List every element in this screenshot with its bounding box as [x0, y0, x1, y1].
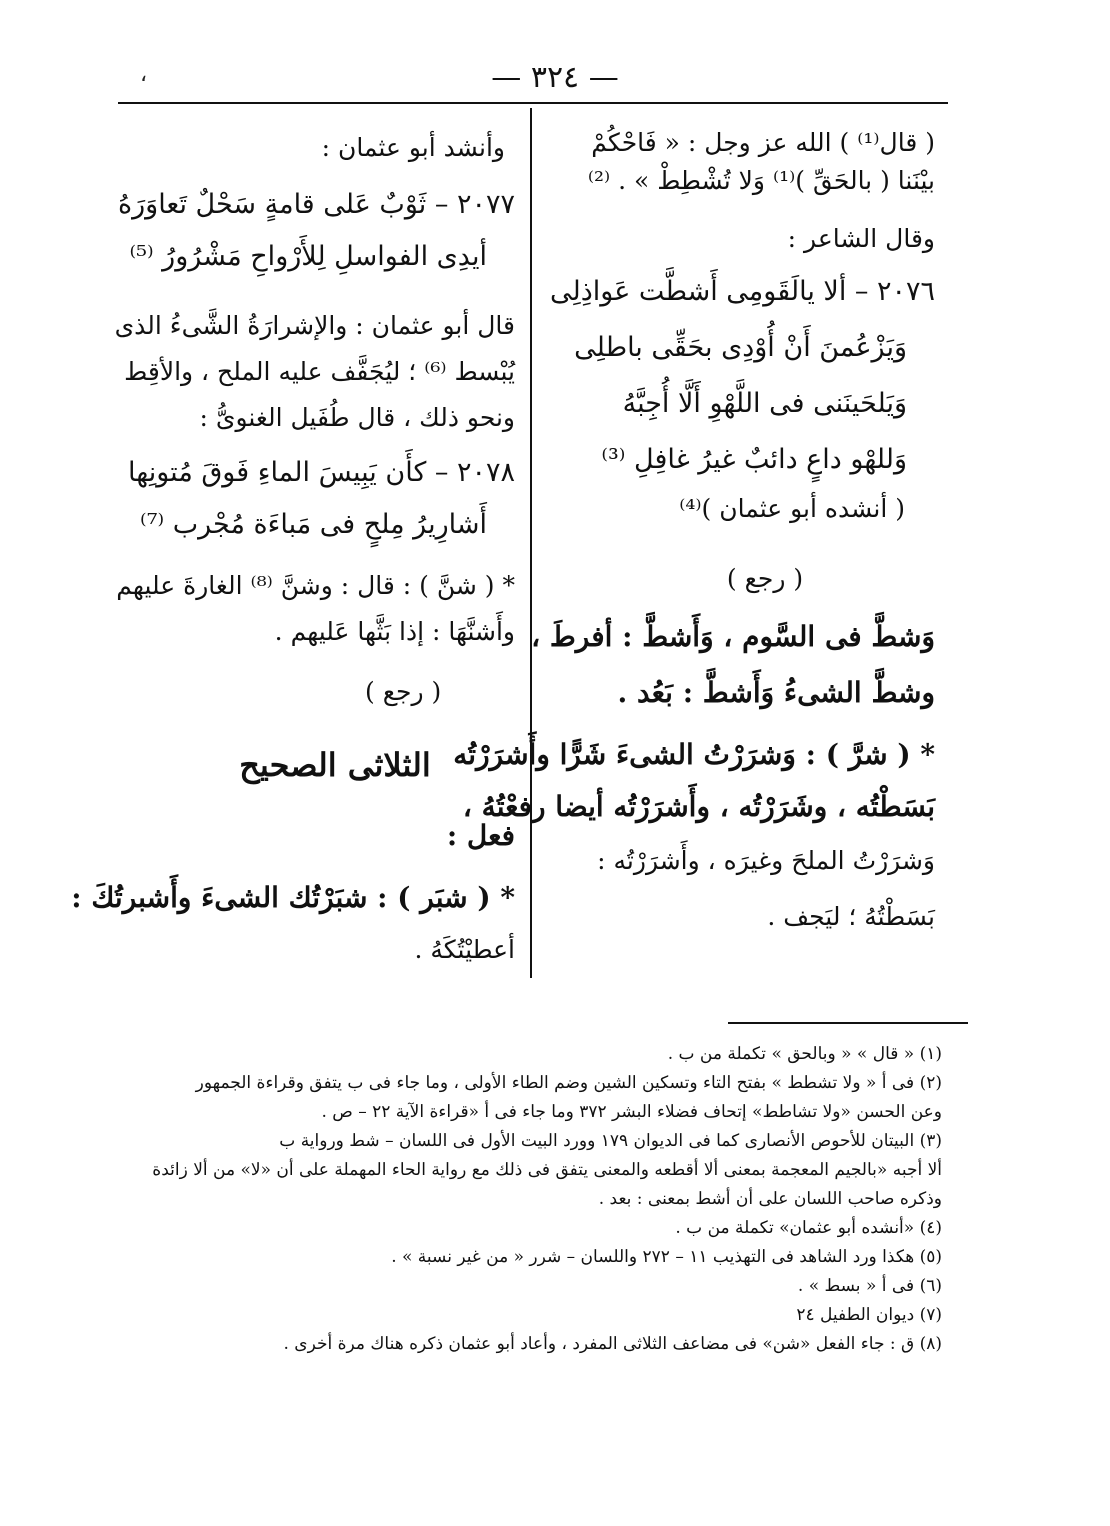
- verse-2077-line-1: ٢٠٧٧ – ثَوْبٌ عَلى قامةٍ سَحْلٌ تَعاوَرَهُ: [117, 189, 515, 220]
- section-title: الثلاثى الصحيح: [239, 746, 431, 784]
- verse-2076-line-3: وَيَلحَينَنى فى اللَّهْوِ أَلَّا أُجِبَّهُ: [622, 388, 907, 419]
- right-entry-sharr-2: بَسَطْتُه ، وشَرَرْتُه ، وأَشرَرْتُه أيضا رفعْتُهُ ،: [462, 790, 935, 823]
- right-attribution: ( أنشده أبو عثمان )⁽⁴⁾: [679, 494, 905, 523]
- left-raja-marker: ( رجع ): [365, 677, 442, 706]
- page-number: — ٣٢٤ —: [491, 60, 619, 95]
- verse-2076-line-1: ٢٠٧٦ – ألا يالَقَومِى أَشطَّت عَواذِلِى: [550, 276, 935, 307]
- footnote-1: (١) « قال » « وبالحق » تكملة من ب .: [667, 1044, 942, 1064]
- left-entry-shann-1: * ( شنَّ ) : قال : وشنَّ ⁽⁸⁾ الغارةَ عليهم: [116, 571, 515, 600]
- column-divider: [530, 108, 532, 978]
- corner-mark: ،: [140, 62, 148, 87]
- left-entry-shabar-1: * ( شبَر ) : شبَرْتُك الشىءَ وأَشبرتُكَ :: [71, 881, 515, 914]
- left-entry-shann-2: وأَشنَّهَا : إذا بَثَّها عَليهم .: [274, 617, 515, 646]
- verse-2076-line-2: وَيَزْعُمنَ أَنْ أُوْدِى بحَقِّى باطلِى: [574, 332, 907, 363]
- footnote-4: (٤) «أنشده أبو عثمان» تكملة من ب .: [675, 1218, 942, 1238]
- right-entry-sharr-4: بَسَطْتُهُ ؛ ليَجف .: [767, 902, 935, 931]
- right-bold-line-1: وَشطَّ فى السَّوم ، وَأَشطَّ : أفرطَ ،: [531, 620, 935, 653]
- footnote-2: (٢) فى أ « ولا تشطط » بفتح التاء وتسكين الشين وضم الطاء الأولى ، وما جاء فى ب يتفق وقراءة الجمهور: [195, 1073, 942, 1093]
- footnote-rule: [728, 1022, 968, 1024]
- footnotes: [112, 1040, 942, 1359]
- footnote-3-cont-2: وذكره صاحب اللسان على أن أشط بمعنى : بعد .: [598, 1189, 942, 1209]
- header-rule: [118, 102, 948, 104]
- footnote-8: (٨) ق : جاء الفعل «شن» فى مضاعف الثلاثى المفرد ، وأعاد أبو عثمان ذكره هناك مرة أخرى .: [283, 1334, 942, 1354]
- verse-2078-line-2: أَشارِيرُ مِلحٍ فى مَباءَة مُجْرب ⁽⁷⁾: [140, 509, 487, 540]
- right-bold-line-2: وشطَّ الشىءُ وَأَشطَّ : بَعُد .: [617, 676, 935, 709]
- footnote-6: (٦) فى أ « بسط » .: [797, 1276, 942, 1296]
- footnote-3: (٣) البيتان للأحوص الأنصارى كما فى الديوان ١٧٩ وورد البيت الأول فى اللسان – شط ورواية ب: [279, 1131, 942, 1151]
- footnote-5: (٥) هكذا ورد الشاهد فى التهذيب ١١ – ٢٧٢ واللسان – شرر « من غير نسبة » .: [391, 1247, 942, 1267]
- right-entry-sharr-3: وَشرَرْتُ الملحَ وغيرَه ، وأَشرَرْتُه :: [597, 846, 935, 875]
- left-line-1: وأنشد أبو عثمان :: [321, 133, 505, 162]
- left-prose-3: ونحو ذلك ، قال طُفَيل الغنوىُّ :: [199, 403, 515, 432]
- right-line-1: ( قال⁽¹⁾ ) الله عز وجل : « فَاحْكُمْ: [591, 128, 935, 157]
- left-prose-1: قال أبو عثمان : والإشرارَةُ الشَّىءُ الذى: [114, 311, 515, 340]
- left-column: [71, 130, 515, 978]
- footnote-2-cont: وعن الحسن «ولا تشاطط» إتحاف فضلاء البشر ٣٧٢ وما جاء فى أ «قراءة الآية ٢٢ – ص .: [321, 1102, 942, 1122]
- fa-ala-heading: فعل :: [446, 819, 515, 852]
- right-entry-sharr-1: * ( شرَّ ) : وَشرَرْتُ الشىءَ شَرًّا وأَشرَرْتُه: [453, 738, 935, 771]
- right-line-2: بيْنَنا ( بالحَقِّ )⁽¹⁾ وَلا تُشْطِطْ » . ⁽²⁾: [587, 166, 935, 195]
- left-entry-shabar-2: أعطيْتُكَهُ .: [414, 935, 515, 964]
- left-prose-2: يُبْسط ⁽⁶⁾ ؛ ليُجَفَّف عليه الملح ، والأقِط: [124, 357, 515, 386]
- verse-2076-line-4: وَللهْو داعٍ دائبٌ غيرُ غافِلِ ⁽³⁾: [601, 444, 907, 475]
- footnote-3-cont-1: ألا أجبه «بالجيم المعجمة بمعنى ألا أقطعه والمعنى يتفق فى ذلك مع رواية الحاء المهملة على أن «لا» من ألا زائدة: [152, 1160, 942, 1180]
- right-raja-marker: ( رجع ): [726, 564, 804, 593]
- verse-2078-line-1: ٢٠٧٨ – كأَن يَبِيسَ الماءِ فَوقَ مُتونِها: [128, 457, 515, 488]
- right-line-3: وقال الشاعر :: [787, 224, 935, 253]
- verse-2077-line-2: أيدِى الفواسلِ لِلأَرْواحِ مَشْرُورُ ⁽⁵⁾: [129, 241, 487, 272]
- footnote-7: (٧) ديوان الطفيل ٢٤: [796, 1305, 942, 1325]
